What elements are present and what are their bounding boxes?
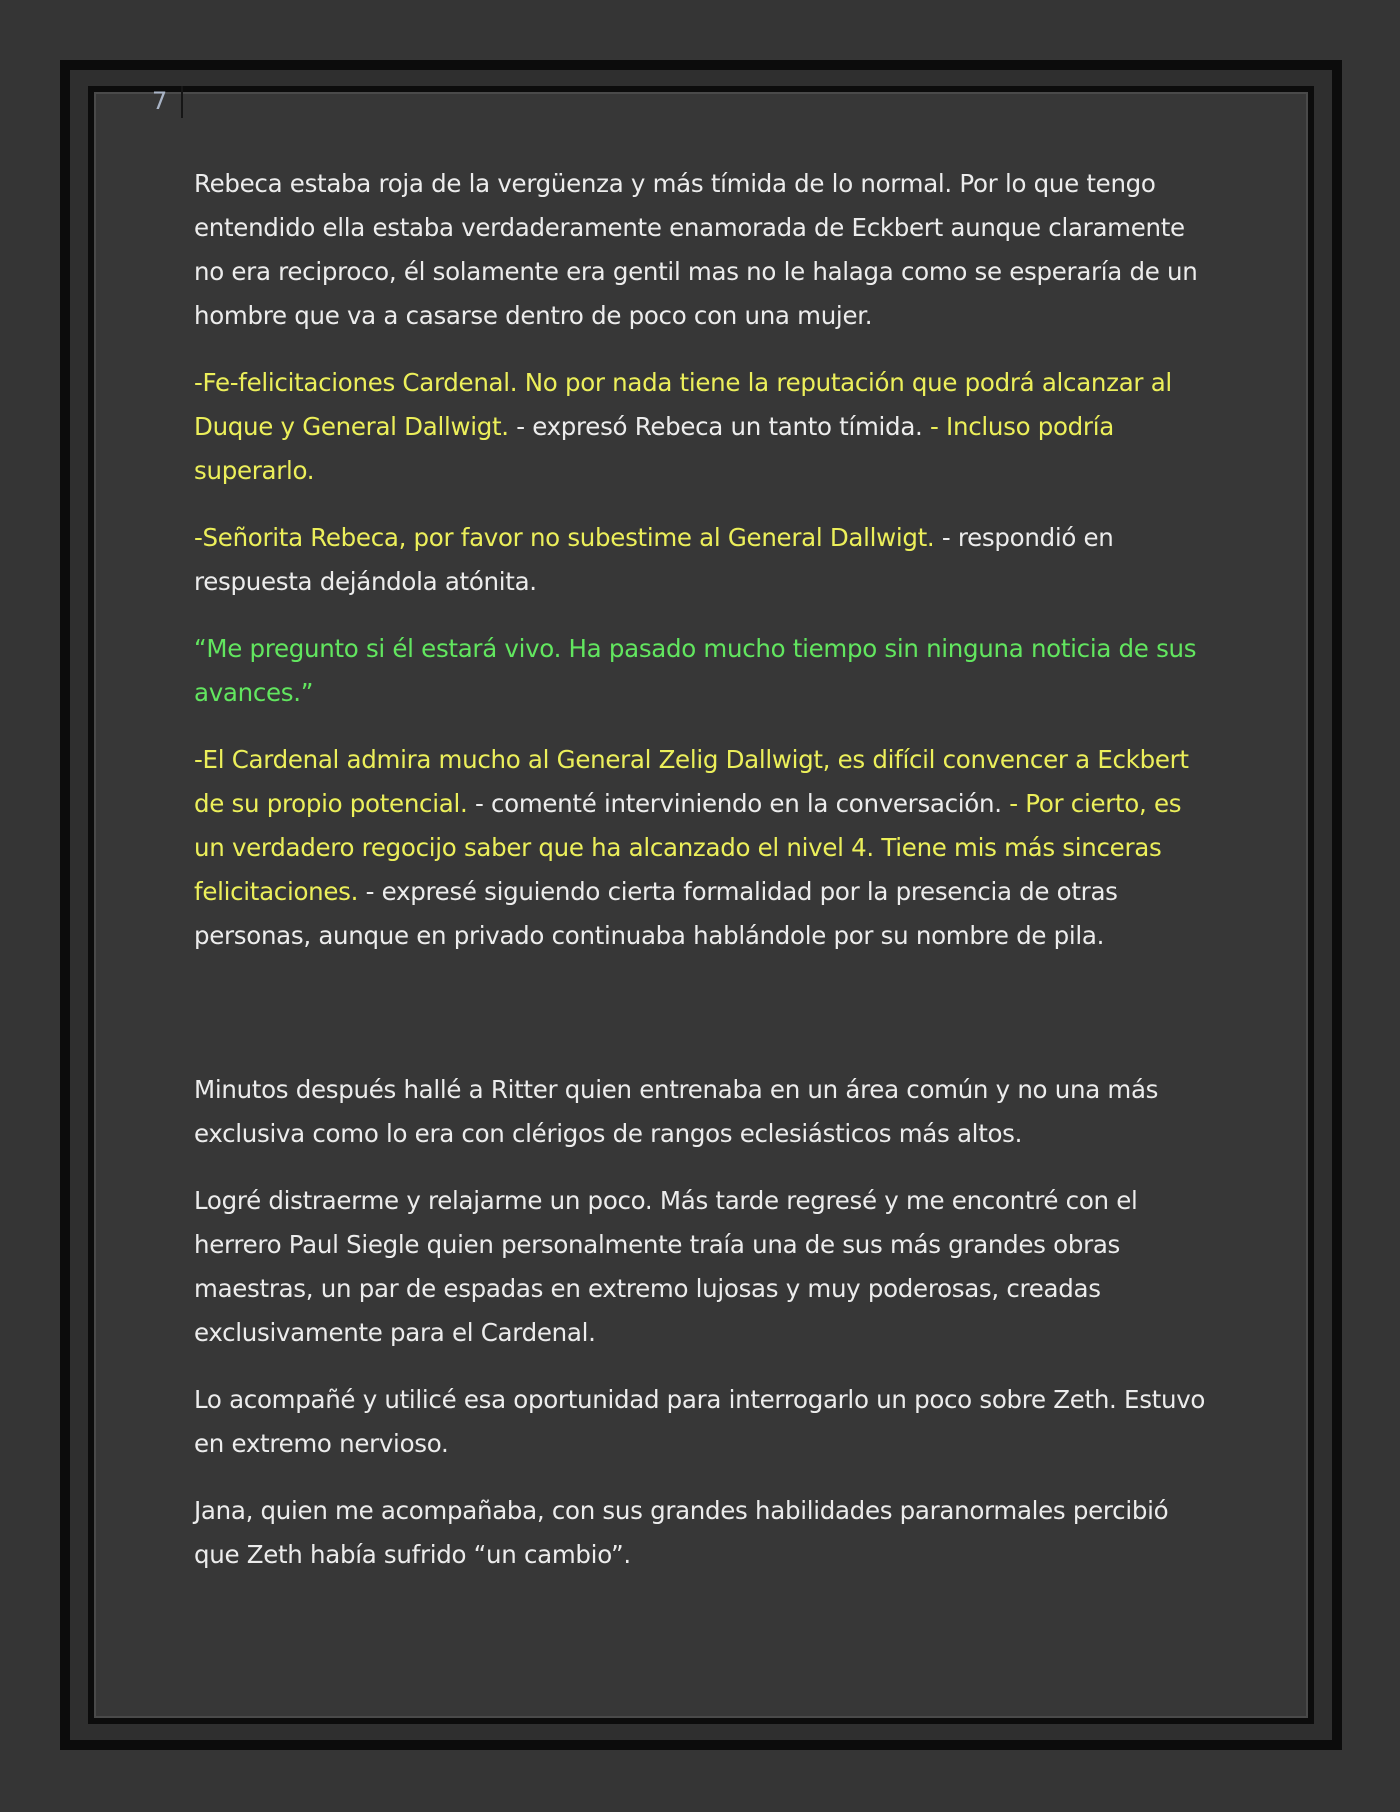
paragraph xyxy=(194,1068,1206,1156)
dialogue-text: -Señorita Rebeca, por favor no subestime al General Dallwigt. xyxy=(194,523,935,552)
paragraph xyxy=(194,1179,1206,1355)
paragraph xyxy=(194,1489,1206,1577)
paragraph xyxy=(194,361,1206,493)
narration-text: Lo acompañé y utilicé esa oportunidad para interrogarlo un poco sobre Zeth. Estuvo en extremo nervioso. xyxy=(194,1385,1206,1458)
narration-text: Rebeca estaba roja de la vergüenza y más tímida de lo normal. Por lo que tengo entendido ella estaba verdaderamente enamorada de Eckbert aunque claramente no era reciproco, él solamente era gentil mas no le halaga como se esperaría de un hombre que va a casarse dentro de poco con una mujer. xyxy=(194,169,1198,330)
narration-text: - comenté interviniendo en la conversación. xyxy=(467,789,1010,818)
thought-text: “Me pregunto si él estará vivo. Ha pasado mucho tiempo sin ninguna noticia de sus avances.” xyxy=(194,634,1197,707)
narration-text: - expresó Rebeca un tanto tímida. xyxy=(508,412,931,441)
narration-text: Minutos después hallé a Ritter quien entrenaba en un área común y no una más exclusiva como lo era con clérigos de rangos eclesiásticos más altos. xyxy=(194,1075,1159,1148)
dialogue-text: - Incluso podría superarlo. xyxy=(194,412,1114,485)
paragraph xyxy=(194,516,1206,604)
page-number: 7 xyxy=(152,87,168,115)
narration-text: Jana, quien me acompañaba, con sus grandes habilidades paranormales percibió que Zeth había sufrido “un cambio”. xyxy=(194,1496,1169,1569)
narration-text: - respondió en respuesta dejándola atónita. xyxy=(194,523,1114,596)
paragraph xyxy=(194,627,1206,715)
dialogue-text: -Fe-felicitaciones Cardenal. No por nada tiene la reputación que podrá alcanzar al Duque y General Dallwigt. xyxy=(194,368,1172,441)
narration-text: Logré distraerme y relajarme un poco. Más tarde regresé y me encontré con el herrero Paul Siegle quien personalmente traía una de sus más grandes obras maestras, un par de espadas en extremo lujosas y muy poderosas, creadas exclusivamente para el Cardenal. xyxy=(194,1186,1138,1347)
story-text xyxy=(194,162,1206,1600)
paragraph xyxy=(194,1378,1206,1466)
paragraph xyxy=(194,738,1206,958)
dialogue-text: -El Cardenal admira mucho al General Zelig Dallwigt, es difícil convencer a Eckbert de su propio potencial. xyxy=(194,745,1189,818)
page-number-divider xyxy=(181,86,183,118)
dialogue-text: - Por cierto, es un verdadero regocijo saber que ha alcanzado el nivel 4. Tiene mis más sinceras felicitaciones. xyxy=(194,789,1182,906)
paragraph xyxy=(194,162,1206,338)
narration-text: - expresé siguiendo cierta formalidad por la presencia de otras personas, aunque en privado continuaba hablándole por su nombre de pila. xyxy=(194,877,1118,950)
